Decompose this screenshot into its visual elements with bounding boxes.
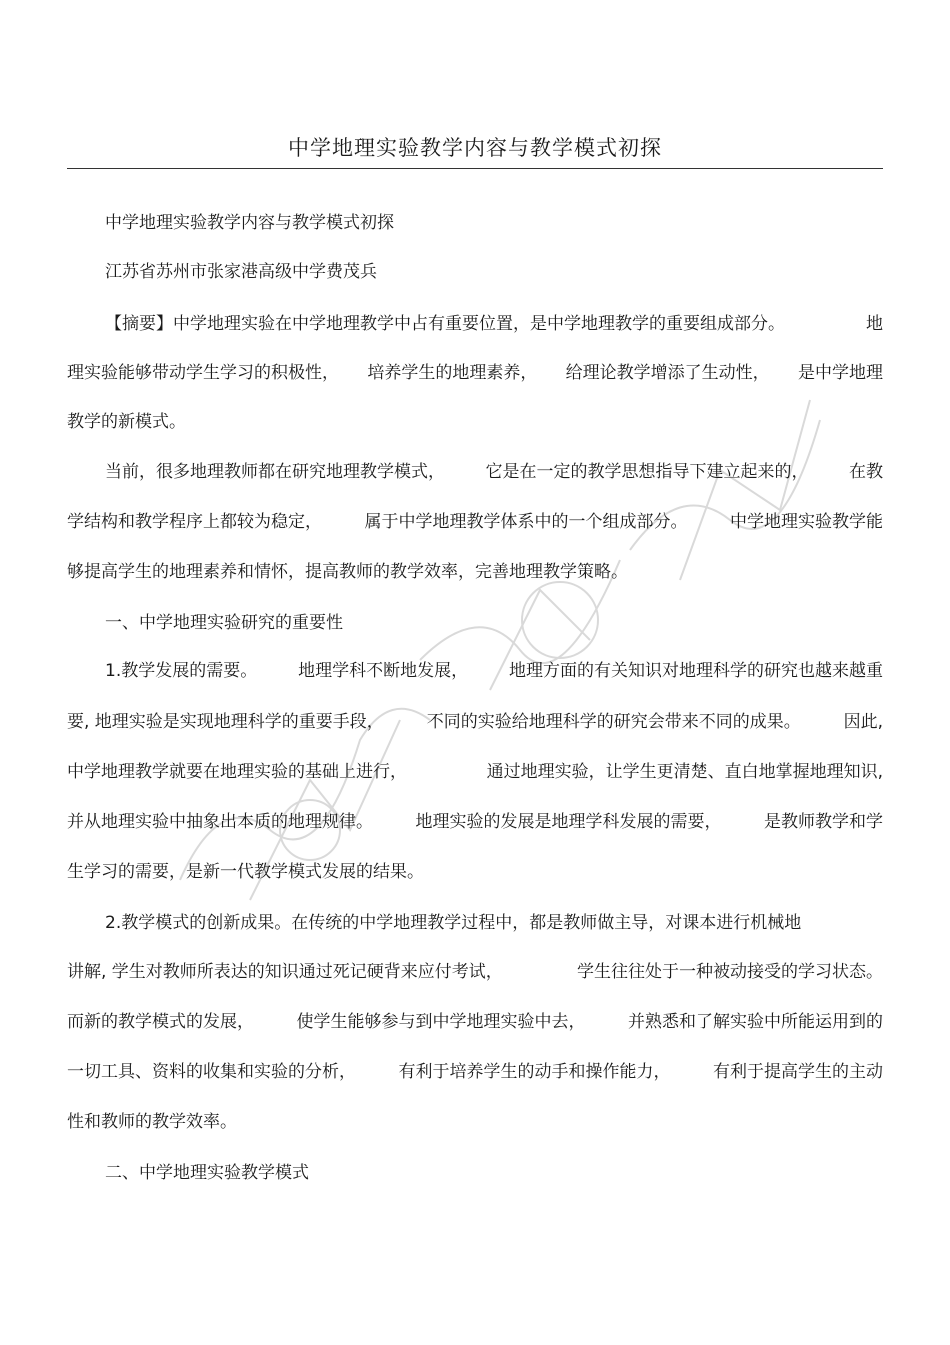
text-segment: 地理实验的发展是地理学科发展的需要， — [415, 812, 722, 832]
text-segment: 并熟悉和了解实验中所能运用到的 — [628, 1012, 883, 1032]
text-segment: 它是在一定的教学思想指导下建立起来的， — [485, 462, 809, 482]
text-segment: 因此, — [843, 712, 883, 732]
intro-line — [67, 560, 883, 584]
text-segment: 学生往往处于一种被动接受的学习状态。 — [577, 962, 883, 982]
paragraph-line — [67, 1110, 883, 1134]
text-segment: 地理方面的有关知识对地理科学的研究也越来越重 — [508, 661, 883, 681]
watermark — [160, 360, 860, 920]
text-segment: 教学的新模式。 — [67, 412, 186, 432]
text-segment: 有利于培养学生的动手和操作能力， — [398, 1062, 671, 1082]
article-title: 中学地理实验教学内容与教学模式初探 — [105, 213, 394, 233]
text-segment: 2.教学模式的创新成果。在传统的中学地理教学过程中，都是教师做主导，对课本进行机械地 — [105, 913, 802, 933]
page-title: 中学地理实验教学内容与教学模式初探 — [288, 136, 662, 160]
text-segment: 够提高学生的地理素养和情怀，提高教师的教学效率，完善地理教学策略。 — [67, 562, 628, 582]
paragraph-line — [105, 659, 883, 683]
paragraph-line — [67, 1060, 883, 1084]
text-segment: 在教 — [849, 462, 883, 482]
text-segment: 地 — [866, 314, 883, 334]
intro-line — [67, 510, 883, 534]
author-line: 江苏省苏州市张家港高级中学费茂兵 — [105, 262, 377, 282]
paragraph-line — [67, 860, 883, 884]
text-segment: 中学地理教学就要在地理实验的基础上进行， — [67, 762, 407, 782]
abstract-line — [67, 410, 883, 434]
paragraph-line — [67, 810, 883, 834]
text-segment: 中学地理实验教学能 — [730, 512, 883, 532]
text-segment: 使学生能够参与到中学地理实验中去， — [296, 1012, 586, 1032]
text-segment: 培养学生的地理素养， — [367, 363, 538, 383]
abstract-line — [67, 361, 883, 385]
text-segment: 有利于提高学生的主动 — [713, 1062, 883, 1082]
abstract-line — [105, 312, 883, 336]
title-divider — [67, 168, 883, 169]
text-segment: 要, 地理实验是实现地理科学的重要手段， — [67, 712, 384, 732]
text-segment: 是教师教学和学 — [764, 812, 883, 832]
text-segment: 理实验能够带动学生学习的积极性， — [67, 363, 339, 383]
text-segment: 【摘要】中学地理实验在中学地理教学中占有重要位置，是中学地理教学的重要组成部分。 — [105, 314, 785, 334]
text-segment: 生学习的需要，是新一代教学模式发展的结果。 — [67, 862, 424, 882]
text-segment: 通过地理实验，让学生更清楚、直白地掌握地理知识, — [486, 762, 883, 782]
paragraph-line — [67, 760, 883, 784]
text-segment: 地理学科不断地发展， — [298, 661, 469, 681]
text-segment: 学结构和教学程序上都较为稳定， — [67, 512, 322, 532]
text-segment: 当前，很多地理教师都在研究地理教学模式， — [105, 462, 445, 482]
paragraph-line — [67, 710, 883, 734]
text-segment: 给理论教学增添了生动性， — [565, 363, 770, 383]
text-segment: 属于中学地理教学体系中的一个组成部分。 — [364, 512, 688, 532]
paragraph-line — [67, 960, 883, 984]
section-heading: 二、中学地理实验教学模式 — [105, 1163, 309, 1183]
text-segment: 一切工具、资料的收集和实验的分析， — [67, 1062, 356, 1082]
text-segment: 并从地理实验中抽象出本质的地理规律。 — [67, 812, 373, 832]
text-segment: 1.教学发展的需要。 — [105, 661, 258, 681]
intro-line — [105, 460, 883, 484]
paragraph-line — [105, 911, 883, 935]
section-heading: 一、中学地理实验研究的重要性 — [105, 613, 343, 633]
paragraph-line — [67, 1010, 883, 1034]
text-segment: 性和教师的教学效率。 — [67, 1112, 237, 1132]
text-segment: 而新的教学模式的发展， — [67, 1012, 254, 1032]
text-segment: 不同的实验给地理科学的研究会带来不同的成果。 — [426, 712, 801, 732]
text-segment: 是中学地理 — [797, 363, 883, 383]
text-segment: 讲解, 学生对教师所表达的知识通过死记硬背来应付考试， — [67, 962, 503, 982]
